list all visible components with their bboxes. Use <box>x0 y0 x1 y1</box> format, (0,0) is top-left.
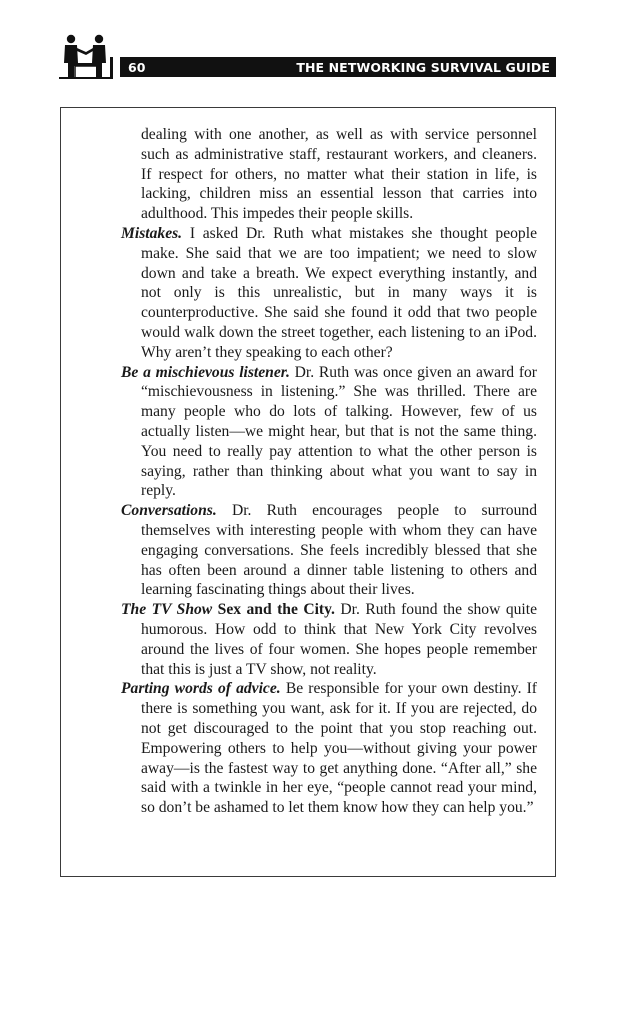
show-title: Sex and the City. <box>217 601 335 619</box>
item-text: I asked Dr. Ruth what mistakes she thought people make. She said that we are too impatient; we need to slow down and take a breath. We expect everything instantly, and not only is this unrealistic, but in many ways it is counterproductive. She said she found it odd that two people would walk down the street together, each listening to an iPod. Why aren’t they speaking to each other? <box>141 224 537 361</box>
item-lead: Mistakes. <box>121 224 183 242</box>
item-text: Dr. Ruth encourages people to surround themselves with interesting people with whom they can have engaging conversations. She feels incredibly blessed that she has often been around a dinner table listening to others and learning fascinating things about their lives. <box>141 502 537 599</box>
box-content <box>121 125 537 818</box>
item-lead: Conversations. <box>121 502 217 520</box>
handshake-people-icon <box>59 33 113 79</box>
running-header <box>120 57 556 77</box>
item-text: Dr. Ruth found the show quite humorous. How odd to think that New York City revolves around the lives of four women. She hopes people remember that this is just a TV show, not reality. <box>141 601 537 678</box>
list-item-mischievous-listener <box>121 363 537 502</box>
continuation-paragraph: dealing with one another, as well as with service personnel such as administrative staff, restaurant workers, and cleaners. If respect for others, no matter what their station in life, is lacking, children miss an essential lesson that carries into adulthood. This impedes their people skills. <box>141 126 537 223</box>
page-number: 60 <box>128 59 146 75</box>
item-lead: The TV Show <box>121 601 213 619</box>
item-text: Dr. Ruth was once given an award for “mischievousness in listening.” She was thrilled. There are many people who do lots of talking. However, few of us actually listen—we might hear, but that is not the same thing. You need to really pay attention to what the other person is saying, rather than thinking about what you want to say in reply. <box>141 363 537 500</box>
book-title: THE NETWORKING SURVIVAL GUIDE <box>296 59 550 75</box>
list-item-tv-show <box>121 600 537 679</box>
item-text: Be responsible for your own destiny. If there is something you want, ask for it. If you are rejected, do not get discouraged to the point that you stop reaching out. Empowering others to help you—without giving your power away—is the fastest way to get anything done. “After all,” she said with a twinkle in her eye, “people cannot read your mind, so don’t be ashamed to let them know how they can help you.” <box>141 680 537 817</box>
item-lead: Parting words of advice. <box>121 680 281 698</box>
list-item-mistakes <box>121 224 537 363</box>
item-lead: Be a mischievous listener. <box>121 363 290 381</box>
list-item-parting-words <box>121 679 537 818</box>
list-item-conversations <box>121 501 537 600</box>
